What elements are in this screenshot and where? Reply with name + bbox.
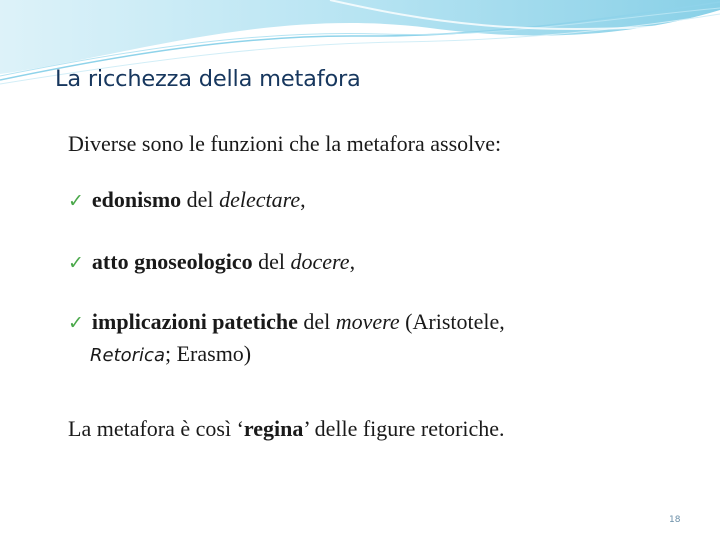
- page-number: 18: [669, 515, 681, 525]
- bullet-tail: ,: [349, 249, 356, 274]
- bullet-mid: del: [252, 249, 291, 274]
- intro-text: Diverse sono le funzioni che la metafora assolve:: [68, 131, 502, 156]
- conclusion-bold: regina: [243, 416, 304, 441]
- bullet-bold: atto gnoseologico: [91, 249, 253, 274]
- bullet-item: [68, 249, 355, 275]
- bullet-tail: (Aristotele,: [399, 309, 505, 334]
- conclusion-post: ’ delle figure retoriche.: [303, 416, 505, 441]
- slide-title: La ricchezza della metafora: [55, 66, 361, 92]
- continuation-italic: Retorica: [90, 345, 165, 366]
- check-mark-icon: ✓: [68, 312, 84, 334]
- bullet-bold: implicazioni patetiche: [91, 309, 298, 334]
- bullet-item: [68, 309, 505, 335]
- bullet-continuation: [90, 341, 251, 367]
- bullet-tail: ,: [300, 187, 306, 212]
- conclusion-text: [68, 416, 505, 442]
- check-mark-icon: ✓: [68, 252, 84, 274]
- bullet-italic: docere: [290, 249, 350, 274]
- bullet-italic: movere: [335, 309, 400, 334]
- bullet-item: [68, 187, 306, 213]
- check-mark-icon: ✓: [68, 190, 84, 212]
- bullet-italic: delectare: [219, 187, 301, 212]
- bullet-mid: del: [181, 187, 220, 212]
- conclusion-pre: La metafora è così ‘: [68, 416, 244, 441]
- bullet-bold: edonismo: [91, 187, 182, 212]
- continuation-tail: ; Erasmo): [164, 341, 252, 366]
- bullet-mid: del: [297, 309, 336, 334]
